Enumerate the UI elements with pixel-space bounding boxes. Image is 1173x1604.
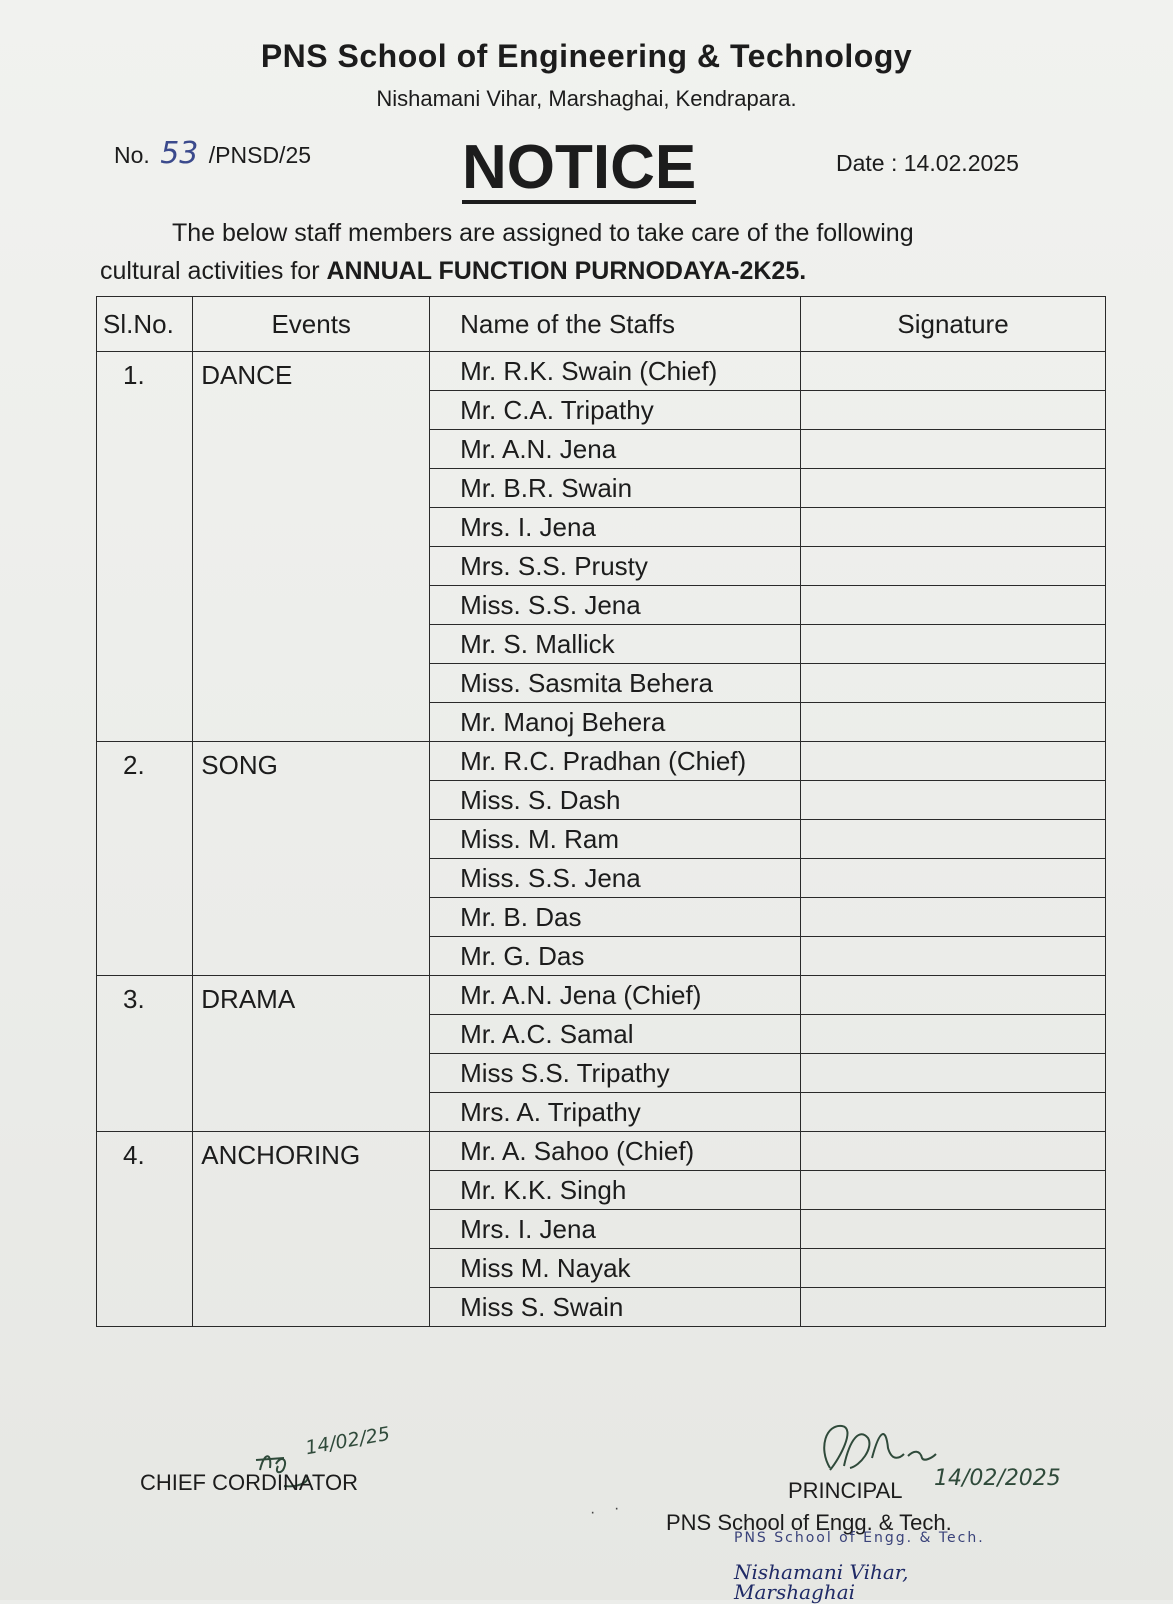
intro-line-2-plain: cultural activities for <box>100 257 327 285</box>
table-header-row <box>97 297 1106 352</box>
staff-name-cell: Mr. A.C. Samal <box>430 1015 801 1054</box>
signature-cell <box>801 820 1106 859</box>
signature-cell <box>801 430 1106 469</box>
event-cell: DANCE <box>193 352 430 742</box>
principal-organisation: PNS School of Engg. & Tech. <box>666 1510 952 1535</box>
signature-cell <box>801 1249 1106 1288</box>
signature-cell <box>801 937 1106 976</box>
header-staff-name: Name of the Staffs <box>430 297 801 352</box>
staff-name-cell: Miss. S. Dash <box>430 781 801 820</box>
signature-cell <box>801 742 1106 781</box>
office-stamp <box>734 1528 1004 1602</box>
signature-cell <box>801 508 1106 547</box>
staff-name-cell: Miss. Sasmita Behera <box>430 664 801 703</box>
staff-name-cell: Miss. S.S. Jena <box>430 859 801 898</box>
signature-cell <box>801 1054 1106 1093</box>
table-row <box>97 976 1106 1015</box>
notice-date: Date : 14.02.2025 <box>836 150 1019 176</box>
signature-cell <box>801 1171 1106 1210</box>
staff-name-cell: Mr. A.N. Jena (Chief) <box>430 976 801 1015</box>
staff-name-cell: Mr. G. Das <box>430 937 801 976</box>
staff-name-cell: Miss. S.S. Jena <box>430 586 801 625</box>
staff-name-cell: Mrs. I. Jena <box>430 508 801 547</box>
signature-cell <box>801 976 1106 1015</box>
signature-cell <box>801 1093 1106 1132</box>
header-events: Events <box>193 297 430 352</box>
signature-cell <box>801 1210 1106 1249</box>
ink-speck: · <box>614 1500 620 1517</box>
principal-label: PRINCIPAL <box>788 1478 903 1503</box>
reference-prefix: No. <box>114 142 150 168</box>
chief-coordinator-label: CHIEF CORDINATOR <box>140 1470 358 1495</box>
staff-name-cell: Mr. K.K. Singh <box>430 1171 801 1210</box>
signature-cell <box>801 1288 1106 1327</box>
event-cell: ANCHORING <box>193 1132 430 1327</box>
staff-name-cell: Mr. B. Das <box>430 898 801 937</box>
staff-name-cell: Mr. A. Sahoo (Chief) <box>430 1132 801 1171</box>
signature-cell <box>801 391 1106 430</box>
staff-name-cell: Miss S. Swain <box>430 1288 801 1327</box>
staff-name-cell: Mrs. S.S. Prusty <box>430 547 801 586</box>
staff-name-cell: Mr. R.K. Swain (Chief) <box>430 352 801 391</box>
event-cell: SONG <box>193 742 430 976</box>
school-name: PNS School of Engineering & Technology <box>260 38 913 74</box>
staff-name-cell: Mr. S. Mallick <box>430 625 801 664</box>
staff-name-cell: Mr. R.C. Pradhan (Chief) <box>430 742 801 781</box>
coordinator-sign-date: 14/02/25 <box>303 1422 392 1460</box>
notice-title: NOTICE <box>462 133 697 202</box>
intro-line-2-bold: ANNUAL FUNCTION PURNODAYA-2K25. <box>326 257 807 285</box>
reference-handwritten-number: 53 <box>160 136 199 171</box>
stamp-line-2: Nishamani Vihar, Marshaghai <box>734 1560 909 1604</box>
signature-cell <box>801 469 1106 508</box>
table-row <box>97 742 1106 781</box>
signature-cell <box>801 859 1106 898</box>
table-body <box>97 352 1106 1327</box>
signature-cell <box>801 352 1106 391</box>
reference-number <box>114 136 311 171</box>
ink-speck: · <box>590 1504 596 1521</box>
staff-assignment-table <box>96 296 1106 1327</box>
staff-name-cell: Miss S.S. Tripathy <box>430 1054 801 1093</box>
staff-name-cell: Miss. M. Ram <box>430 820 801 859</box>
stamp-line-1: PNS School of Engg. & Tech. <box>734 1530 985 1546</box>
signature-cell <box>801 703 1106 742</box>
intro-paragraph <box>100 214 1080 290</box>
header-sl-no: Sl.No. <box>97 297 193 352</box>
principal-sign-date: 14/02/2025 <box>934 1466 1061 1491</box>
staff-name-cell: Mr. Manoj Behera <box>430 703 801 742</box>
staff-name-cell: Mr. B.R. Swain <box>430 469 801 508</box>
staff-name-cell: Mr. A.N. Jena <box>430 430 801 469</box>
sl-no-cell: 4. <box>97 1132 193 1327</box>
school-address: Nishamani Vihar, Marshaghai, Kendrapara. <box>376 86 797 111</box>
staff-name-cell: Miss M. Nayak <box>430 1249 801 1288</box>
header-signature: Signature <box>801 297 1106 352</box>
table-row <box>97 352 1106 391</box>
sl-no-cell: 2. <box>97 742 193 976</box>
staff-name-cell: Mr. C.A. Tripathy <box>430 391 801 430</box>
signature-cell <box>801 898 1106 937</box>
signature-cell <box>801 625 1106 664</box>
table-row <box>97 1132 1106 1171</box>
sl-no-cell: 3. <box>97 976 193 1132</box>
staff-name-cell: Mrs. I. Jena <box>430 1210 801 1249</box>
signature-cell <box>801 664 1106 703</box>
signature-cell <box>801 547 1106 586</box>
event-cell: DRAMA <box>193 976 430 1132</box>
signature-cell <box>801 781 1106 820</box>
signature-cell <box>801 1015 1106 1054</box>
sl-no-cell: 1. <box>97 352 193 742</box>
signature-cell <box>801 1132 1106 1171</box>
signature-cell <box>801 586 1106 625</box>
intro-line-1: The below staff members are assigned to take care of the following <box>172 219 914 247</box>
staff-name-cell: Mrs. A. Tripathy <box>430 1093 801 1132</box>
reference-suffix: /PNSD/25 <box>208 142 312 168</box>
